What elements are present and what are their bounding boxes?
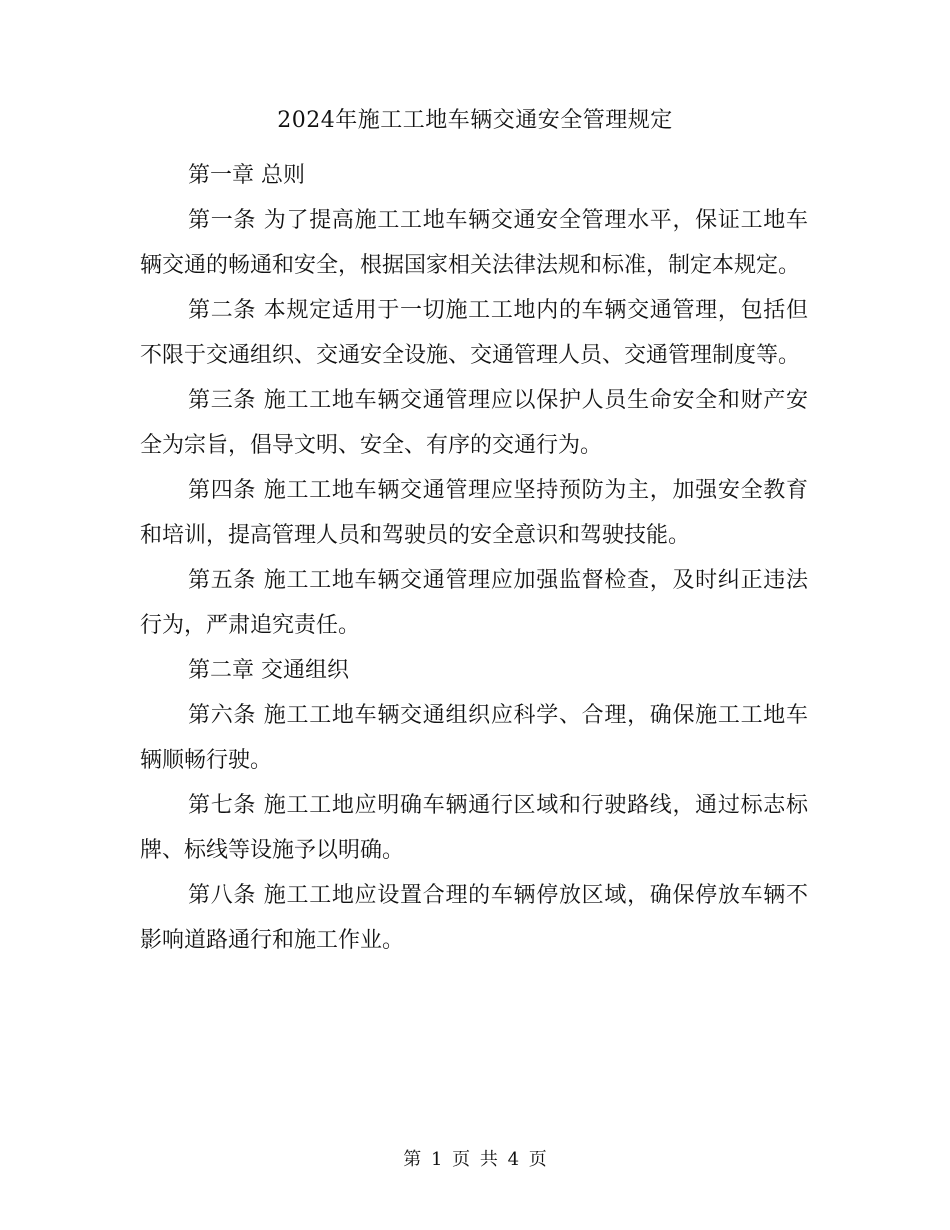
article-paragraph: 第八条 施工工地应设置合理的车辆停放区域，确保停放车辆不影响道路通行和施工作业。 (140, 883, 808, 953)
article-paragraph: 第三条 施工工地车辆交通管理应以保护人员生命安全和财产安全为宗旨，倡导文明、安全、有序的交通行为。 (140, 388, 808, 458)
chapter-heading: 第二章 交通组织 (188, 658, 349, 683)
document-title: 2024年施工工地车辆交通安全管理规定 (277, 108, 673, 133)
chapter-heading: 第一章 总则 (188, 163, 305, 188)
article-paragraph: 第五条 施工工地车辆交通管理应加强监督检查，及时纠正违法行为，严肃追究责任。 (140, 568, 808, 638)
document-body (140, 153, 808, 963)
article-paragraph: 第六条 施工工地车辆交通组织应科学、合理，确保施工工地车辆顺畅行驶。 (140, 703, 808, 773)
page-number-footer: 第 1 页 共 4 页 (403, 1149, 547, 1170)
article-paragraph: 第七条 施工工地应明确车辆通行区域和行驶路线，通过标志标牌、标线等设施予以明确。 (140, 793, 808, 863)
article-paragraph: 第二条 本规定适用于一切施工工地内的车辆交通管理，包括但不限于交通组织、交通安全设施、交通管理人员、交通管理制度等。 (140, 298, 808, 368)
article-paragraph: 第一条 为了提高施工工地车辆交通安全管理水平，保证工地车辆交通的畅通和安全，根据国家相关法律法规和标准，制定本规定。 (140, 208, 808, 278)
article-paragraph: 第四条 施工工地车辆交通管理应坚持预防为主，加强安全教育和培训，提高管理人员和驾驶员的安全意识和驾驶技能。 (140, 478, 808, 548)
